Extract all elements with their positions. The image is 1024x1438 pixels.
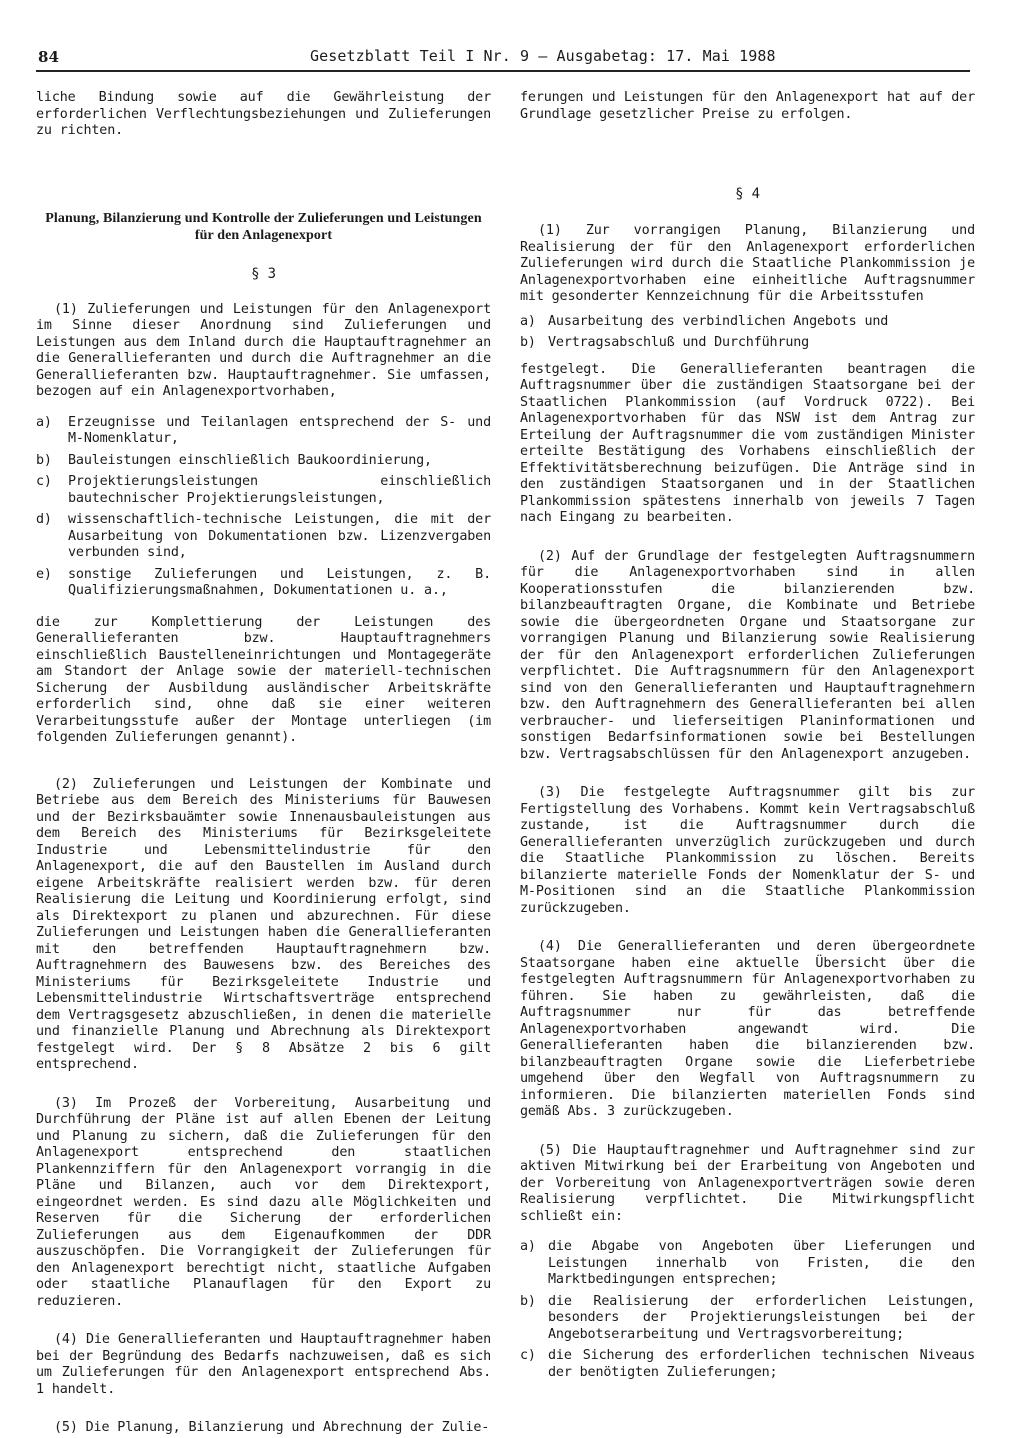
section-3-item-list bbox=[36, 415, 491, 600]
section-3-paragraph-4: (4) Die Generallieferanten und Hauptauftragnehmer haben bei der Begründung des Bedarfs nachzuweisen, daß es sich um Zulieferungen für den Anlagenexport entsprechend Abs. 1 handelt. bbox=[36, 1332, 491, 1397]
list-label: a) bbox=[520, 1239, 536, 1254]
list-label: b) bbox=[520, 1293, 536, 1309]
participation-duty-b bbox=[520, 1294, 975, 1344]
left-column bbox=[36, 90, 491, 1438]
list-text: die Abgabe von Angeboten über Lieferungen und Leistungen innerhalb von Fristen, die den Marktbedingungen entsprechen; bbox=[548, 1239, 975, 1287]
list-text: die Sicherung des erforderlichen technischen Niveaus der benötigten Zulieferungen; bbox=[548, 1348, 975, 1380]
right-continuation-paragraph: ferungen und Leistungen für den Anlagenexport hat auf der Grundlage gesetzlicher Preise zu erfolgen. bbox=[520, 90, 975, 122]
work-stage-list bbox=[520, 314, 975, 352]
list-text: Vertragsabschluß und Durchführung bbox=[548, 335, 810, 350]
work-stage-a bbox=[520, 314, 975, 331]
participation-duty-a bbox=[520, 1239, 975, 1289]
section-3-paragraph-1-continued: die zur Komplettierung der Leistungen des Generallieferanten bzw. Hauptauftragnehmers einschließlich Baustelleneinrichtungen und Montagegeräte am Standort der Anlage sowie der materiell-technischen Sicherung der Ausbildung ausländischer Arbeitskräfte erforderlich sind, ohne daß sie einer weiteren Verarbeitungsstufe außer der Montage unterliegen (im folgenden Zulieferungen genannt). bbox=[36, 614, 491, 745]
section-4-title: § 4 bbox=[735, 186, 760, 202]
running-title: Gesetzblatt Teil I Nr. 9 — Ausgabetag: 17. Mai 1988 bbox=[310, 47, 776, 65]
section-3-item-d bbox=[36, 512, 491, 562]
work-stage-b bbox=[520, 335, 975, 352]
list-label: a) bbox=[36, 414, 52, 430]
list-text: Ausarbeitung des verbindlichen Angebots und bbox=[548, 313, 889, 329]
list-label: d) bbox=[36, 512, 52, 527]
section-3-paragraph-1: (1) Zulieferungen und Leistungen für den Anlagenexport im Sinne dieser Anordnung sind Zulieferungen und Leistungen aus dem Inland durch die Hauptauftragnehmer an die Generallieferanten und durch die Auftragnehmer an die Generallieferanten bzw. Hauptauftragnehmer. Sie umfassen, bezogen auf ein Anlagenexportvorhaben, bbox=[36, 301, 491, 399]
section-3-item-b bbox=[36, 453, 491, 470]
list-label: b) bbox=[36, 452, 52, 468]
section-4-paragraph-5: (5) Die Hauptauftragnehmer und Auftragnehmer sind zur aktiven Mitwirkung bei der Erarbeitung von Angeboten und der Vorbereitung von Anlagenexportverträgen sowie deren Realisierung verpflichtet. Die Mitwirkungspflicht schließt ein: bbox=[520, 1142, 975, 1224]
section-4-paragraph-1: (1) Zur vorrangigen Planung, Bilanzierung und Realisierung der für den Anlagenexport erforderlichen Zulieferungen wird durch die Staatliche Plankommission je Anlagenexportvorhaben eine einheitliche Auftragsnummer mit gesonderter Kennzeichnung für die Arbeitsstufen bbox=[520, 223, 975, 304]
participation-duty-c bbox=[520, 1348, 975, 1381]
section-3-item-a bbox=[36, 415, 491, 448]
participation-duty-list bbox=[520, 1239, 975, 1381]
list-label: a) bbox=[520, 313, 536, 329]
left-intro-paragraph: liche Bindung sowie auf die Gewährleistung der erforderlichen Verflechtungsbeziehungen und Zulieferungen zu richten. bbox=[36, 90, 491, 138]
section-4-paragraph-2: (2) Auf der Grundlage der festgelegten Auftragsnummern für die Anlagenexportvorhaben sind in allen Kooperationsstufen die bilanzierenden bzw. bilanzbeauftragten Organe, die Kombinate und Betriebe sowie die übergeordneten Organe und Staatsorgane zur vorrangigen Planung und Bilanzierung sowie Realisierung der für den Anlagenexport erforderlichen Zulieferungen verpflichtet. Die Auftragsnummern für den Anlagenexport sind von den Generallieferanten und Hauptauftragnehmern bzw. den Auftragnehmern des Generallieferanten bei allen verbraucher- und lieferseitigen Planinformationen und sonstigen Bedarfsinformationen sowie bei Bestellungen bzw. Vertragsabschlüssen für den Anlagenexport anzugeben. bbox=[520, 548, 975, 762]
page-number: 84 bbox=[38, 48, 60, 66]
section-4-paragraph-4: (4) Die Generallieferanten und deren übergeordnete Staatsorgane haben eine aktuelle Übersicht über die festgelegten Auftragsnummern für Anlagenexportvorhaben zu führen. Sie haben zu gewährleisten, daß die Auftragsnummer nur für das betreffende Anlagenexportvorhaben angewandt wird. Die Generallieferanten haben die bilanzierenden bzw. bilanzbeauftragten Organe sowie die Lieferbetriebe umgehend über den Wegfall von Auftragsnummern zu informieren. Die bilanzierten materiellen Fonds sind gemäß Abs. 3 zurückzugeben. bbox=[520, 939, 975, 1119]
list-label: b) bbox=[520, 335, 536, 350]
list-text: sonstige Zulieferungen und Leistungen, z. B. Qualifizierungsmaßnahmen, Dokumentationen u. a., bbox=[68, 566, 491, 598]
section-3-item-c bbox=[36, 474, 491, 507]
right-column bbox=[520, 90, 975, 1391]
section-3-paragraph-5-start: (5) Die Planung, Bilanzierung und Abrechnung der Zulie- bbox=[54, 1420, 490, 1435]
section-3-paragraph-2: (2) Zulieferungen und Leistungen der Kombinate und Betriebe aus dem Bereich des Ministeriums für Bauwesen und der Bezirksbauämter sowie Innenausbauleistungen aus dem Bereich des Ministeriums für Bezirksgeleitete Industrie und Lebensmittelindustrie für den Anlagenexport, die auf den Baustellen im Ausland durch eigene Arbeitskräfte realisiert werden bzw. für deren Realisierung die Leitung und Koordinierung erfolgt, sind als Direktexport zu planen und abzurechnen. Für diese Zulieferungen und Leistungen haben die Generallieferanten mit den betreffenden Hauptauftragnehmern bzw. Auftragnehmern des Bauwesens bzw. des Bereiches des Ministeriums für Bezirksgeleitete Industrie und Lebensmittelindustrie Wirtschaftsverträge entsprechend dem Vertragsgesetz abzuschließen, in denen die materielle und finanzielle Planung und Abrechnung als Direktexport festgelegt wird. Der § 8 Absätze 2 bis 6 gilt entsprechend. bbox=[36, 776, 491, 1072]
list-label: c) bbox=[36, 474, 52, 489]
list-text: Erzeugnisse und Teilanlagen entsprechend der S- und M-Nomenklatur, bbox=[68, 414, 491, 446]
list-label: e) bbox=[36, 566, 52, 582]
page-header bbox=[36, 46, 970, 72]
list-text: wissenschaftlich-technische Leistungen, die mit der Ausarbeitung von Dokumentationen bzw. Lizenzvergaben verbunden sind, bbox=[68, 512, 491, 560]
list-text: Projektierungsleistungen einschließlich bautechnischer Projektierungsleistungen, bbox=[68, 474, 491, 506]
section-3-paragraph-3: (3) Im Prozeß der Vorbereitung, Ausarbeitung und Durchführung der Pläne ist auf allen Ebenen der Leitung und Planung zu sichern, daß die Zulieferungen für den Anlagenexport entsprechend den staatlichen Plankennziffern für den Anlagenexport vorrangig in die Pläne und Bilanzen, auch vor dem Direktexport, eingeordnet werden. Es sind dazu alle Möglichkeiten und Reserven für die Sicherung der erforderlichen Zulieferungen aus dem Eigenaufkommen der DDR auszuschöpfen. Die Vorrangigkeit der Zulieferungen für den Anlagenexport berechtigt nicht, staatliche Aufgaben oder staatliche Planauflagen für den Export zu reduzieren. bbox=[36, 1095, 491, 1309]
section-3-title: § 3 bbox=[251, 265, 276, 282]
section-4-paragraph-1-continued: festgelegt. Die Generallieferanten beantragen die Auftragsnummer über die zuständigen Staatsorgane bei der Staatlichen Plankommission (auf Vordruck 0722). Bei Anlagenexportvorhaben für das NSW ist dem Antrag zur Erteilung der Auftragsnummer die vom zuständigen Minister erteilte Bestätigung des Vorhabens einschließlich der Effektivitätsberechnung beizufügen. Die Anträge sind in den zuständigen Staatsorganen und in der Staatlichen Plankommission spätestens innerhalb von jeweils 7 Tagen nach Eingang zu bearbeiten. bbox=[520, 361, 975, 525]
list-label: c) bbox=[520, 1348, 536, 1363]
list-text: die Realisierung der erforderlichen Leistungen, besonders der Projektierungsleistungen bei der Angebotserarbeitung und Vertragsvorbereitung; bbox=[548, 1293, 975, 1342]
section-4-paragraph-3: (3) Die festgelegte Auftragsnummer gilt bis zur Fertigstellung des Vorhabens. Kommt kein Vertragsabschluß zustande, ist die Auftragsnummer durch die Generallieferanten unverzüglich zurückzugeben und durch die Staatliche Plankommission zu löschen. Bereits bilanzierte materielle Fonds der Nomenklatur der S- und M-Positionen sind an die Staatliche Plankommission zurückzugeben. bbox=[520, 785, 975, 916]
section-3-item-e bbox=[36, 567, 491, 600]
section-heading: Planung, Bilanzierung und Kontrolle der Zulieferungen und Leistungen für den Anlagenexport bbox=[45, 210, 482, 243]
list-text: Bauleistungen einschließlich Baukoordinierung, bbox=[68, 452, 432, 468]
